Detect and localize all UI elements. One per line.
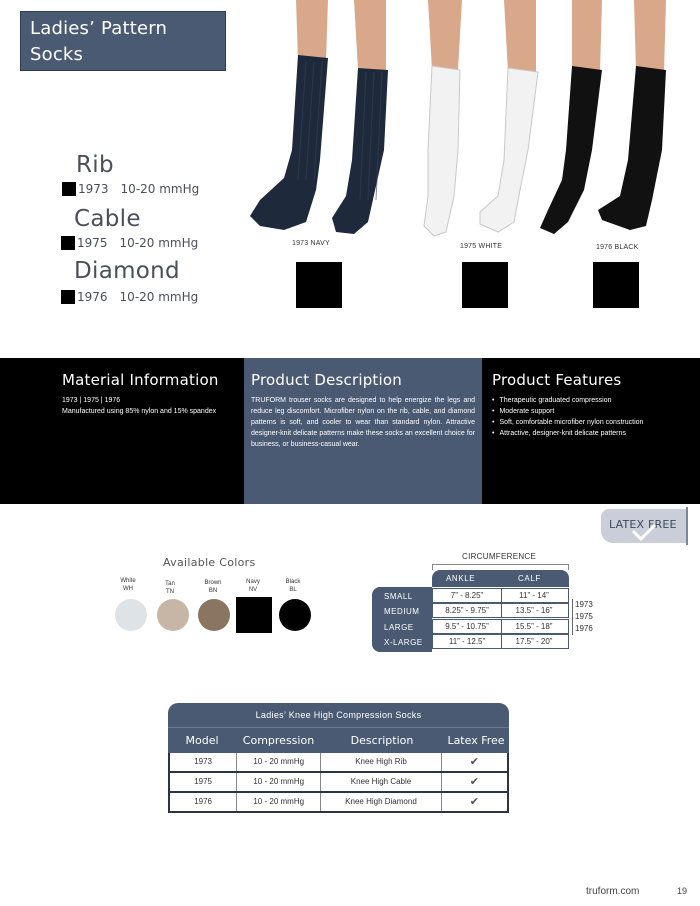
ankle-value: 7” - 8.25” — [450, 591, 484, 600]
checkmark-icon — [631, 523, 657, 543]
column-calf: CALF — [518, 574, 541, 583]
latex-free-label: LATEX FREE — [609, 518, 677, 531]
color-square — [61, 236, 75, 250]
header-compression: Compression — [242, 734, 315, 747]
color-square — [62, 182, 76, 196]
color-name: Black — [285, 579, 301, 585]
model-number: 1973 — [78, 182, 109, 196]
features-list — [492, 395, 700, 439]
color-label-black — [278, 578, 308, 594]
product-line-code-cable — [61, 236, 198, 250]
header-description: Description — [350, 734, 414, 747]
checkmark-icon: ✔ — [469, 776, 479, 788]
size-row-xlarge — [432, 634, 569, 649]
material-models: 1973 | 1975 | 1976 — [62, 397, 121, 404]
divider — [686, 507, 688, 545]
title-box — [20, 11, 226, 91]
compression-table — [168, 703, 509, 813]
page-title-line2: Knee High — [30, 70, 125, 91]
feature-item: • Soft, comfortable microfiber nylon construction — [492, 417, 700, 428]
calf-value: 13.5” - 16” — [515, 606, 553, 615]
sock-label-black: 1976 BLACK — [596, 244, 639, 251]
checkmark-icon: ✔ — [469, 756, 479, 768]
color-name: Navy — [246, 579, 260, 585]
color-code: WH — [123, 586, 133, 592]
material-composition: Manufactured using 85% nylon and 15% spandex — [62, 408, 217, 415]
material-heading: Material Information — [62, 371, 219, 389]
size-row-large — [432, 619, 569, 634]
calf-value: 17.5” - 20” — [515, 637, 553, 646]
cell-divider — [501, 604, 502, 617]
color-label-navy — [238, 578, 268, 594]
color-label-tan — [155, 580, 185, 596]
table-header — [168, 727, 509, 753]
available-colors-title: Available Colors — [163, 556, 256, 569]
product-features-panel — [482, 358, 700, 504]
color-swatch-tan — [157, 599, 189, 631]
model-number: 1973 — [575, 600, 593, 609]
product-line-code-diamond — [61, 290, 198, 304]
cell-divider — [501, 620, 502, 633]
size-xlarge: X-LARGE — [384, 638, 423, 647]
model-number: 1976 — [77, 290, 108, 304]
cell-model: 1973 — [170, 753, 237, 771]
model-number: 1975 — [575, 612, 593, 621]
ankle-value: 9.5” - 10.75” — [445, 622, 489, 631]
header-latex-free: Latex Free — [447, 734, 505, 747]
color-code: TN — [166, 589, 174, 595]
feature-item: • Therapeutic graduated compression — [492, 395, 700, 406]
socks-photo — [236, 0, 700, 245]
latex-free-tab — [601, 509, 687, 543]
color-swatch-brown — [198, 599, 230, 631]
size-large: LARGE — [384, 623, 414, 632]
model-number: 1975 — [77, 236, 108, 250]
sock-swatch-navy — [296, 262, 342, 308]
size-row-small — [432, 588, 569, 603]
cell-description: Knee High Rib — [321, 753, 442, 771]
feature-item: • Moderate support — [492, 406, 700, 417]
color-code: NV — [248, 587, 258, 593]
product-line-code-rib — [62, 182, 199, 196]
color-swatch-navy — [236, 597, 272, 633]
checkmark-icon: ✔ — [469, 796, 479, 808]
color-label-brown — [198, 579, 228, 595]
page-title-line1: Ladies’ Pattern Socks — [30, 18, 168, 65]
size-medium: MEDIUM — [384, 607, 420, 616]
feature-item: • Attractive, designer-knit delicate patterns — [492, 428, 700, 439]
product-line-name-cable: Cable — [74, 206, 141, 232]
color-code: BL — [289, 587, 297, 593]
sock-swatch-black — [593, 262, 639, 308]
cell-divider — [501, 635, 502, 648]
table-row — [168, 793, 509, 813]
color-name: Brown — [204, 580, 222, 586]
table-row — [168, 773, 509, 793]
size-small: SMALL — [384, 592, 413, 601]
color-swatch-white — [115, 599, 147, 631]
table-title: Ladies’ Knee High Compression Socks — [168, 703, 509, 727]
color-code: BN — [208, 588, 218, 594]
sock-label-white: 1975 WHITE — [460, 243, 503, 250]
material-information-panel — [0, 358, 246, 504]
cell-model: 1975 — [170, 773, 237, 791]
product-description-panel — [244, 358, 482, 504]
model-number: 1976 — [575, 624, 593, 633]
features-heading: Product Features — [492, 371, 622, 389]
calf-value: 11” - 14” — [519, 591, 549, 600]
column-ankle: ANKLE — [446, 574, 476, 583]
color-name: Tan — [165, 581, 175, 587]
cell-divider — [501, 589, 502, 602]
footer-url: truform.com — [586, 886, 640, 897]
compression-value: 10-20 mmHg — [120, 182, 200, 196]
cell-description: Knee High Diamond — [321, 793, 442, 811]
compression-value: 10-20 mmHg — [119, 236, 199, 250]
cell-description: Knee High Cable — [321, 773, 442, 791]
header-model: Model — [185, 734, 219, 747]
description-text: TRUFORM trouser socks are designed to help energize the legs and reduce leg discomfort. Microfiber nylon on the rib, cable, and diamond patterns is soft, and cooler to wear than standard nylon. Attractive designer-knit delicate patterns make these socks an excellent choice for business, or business-casual wear. — [251, 397, 475, 448]
size-chart-header — [432, 570, 569, 587]
calf-value: 15.5” - 18” — [515, 622, 553, 631]
cell-compression: 10 - 20 mmHg — [237, 753, 321, 771]
page-number: 19 — [677, 886, 688, 896]
cell-compression: 10 - 20 mmHg — [237, 773, 321, 791]
sock-label-navy: 1973 NAVY — [292, 240, 330, 247]
product-line-name-diamond: Diamond — [74, 258, 180, 284]
color-square — [61, 290, 75, 304]
color-label-white — [113, 577, 143, 593]
table-row — [168, 753, 509, 773]
sock-swatch-white — [462, 262, 508, 308]
cell-compression: 10 - 20 mmHg — [237, 793, 321, 811]
ankle-value: 8.25” - 9.75” — [445, 606, 489, 615]
product-line-name-rib: Rib — [76, 152, 114, 178]
description-heading: Product Description — [251, 371, 402, 389]
compression-value: 10-20 mmHg — [119, 290, 199, 304]
size-row-medium — [432, 603, 569, 618]
size-chart-models — [572, 599, 593, 635]
color-swatch-black — [279, 599, 311, 631]
size-chart-title: CIRCUMFERENCE — [462, 552, 537, 561]
cell-model: 1976 — [170, 793, 237, 811]
ankle-value: 11” - 12.5” — [448, 637, 486, 646]
color-name: White — [120, 578, 136, 584]
